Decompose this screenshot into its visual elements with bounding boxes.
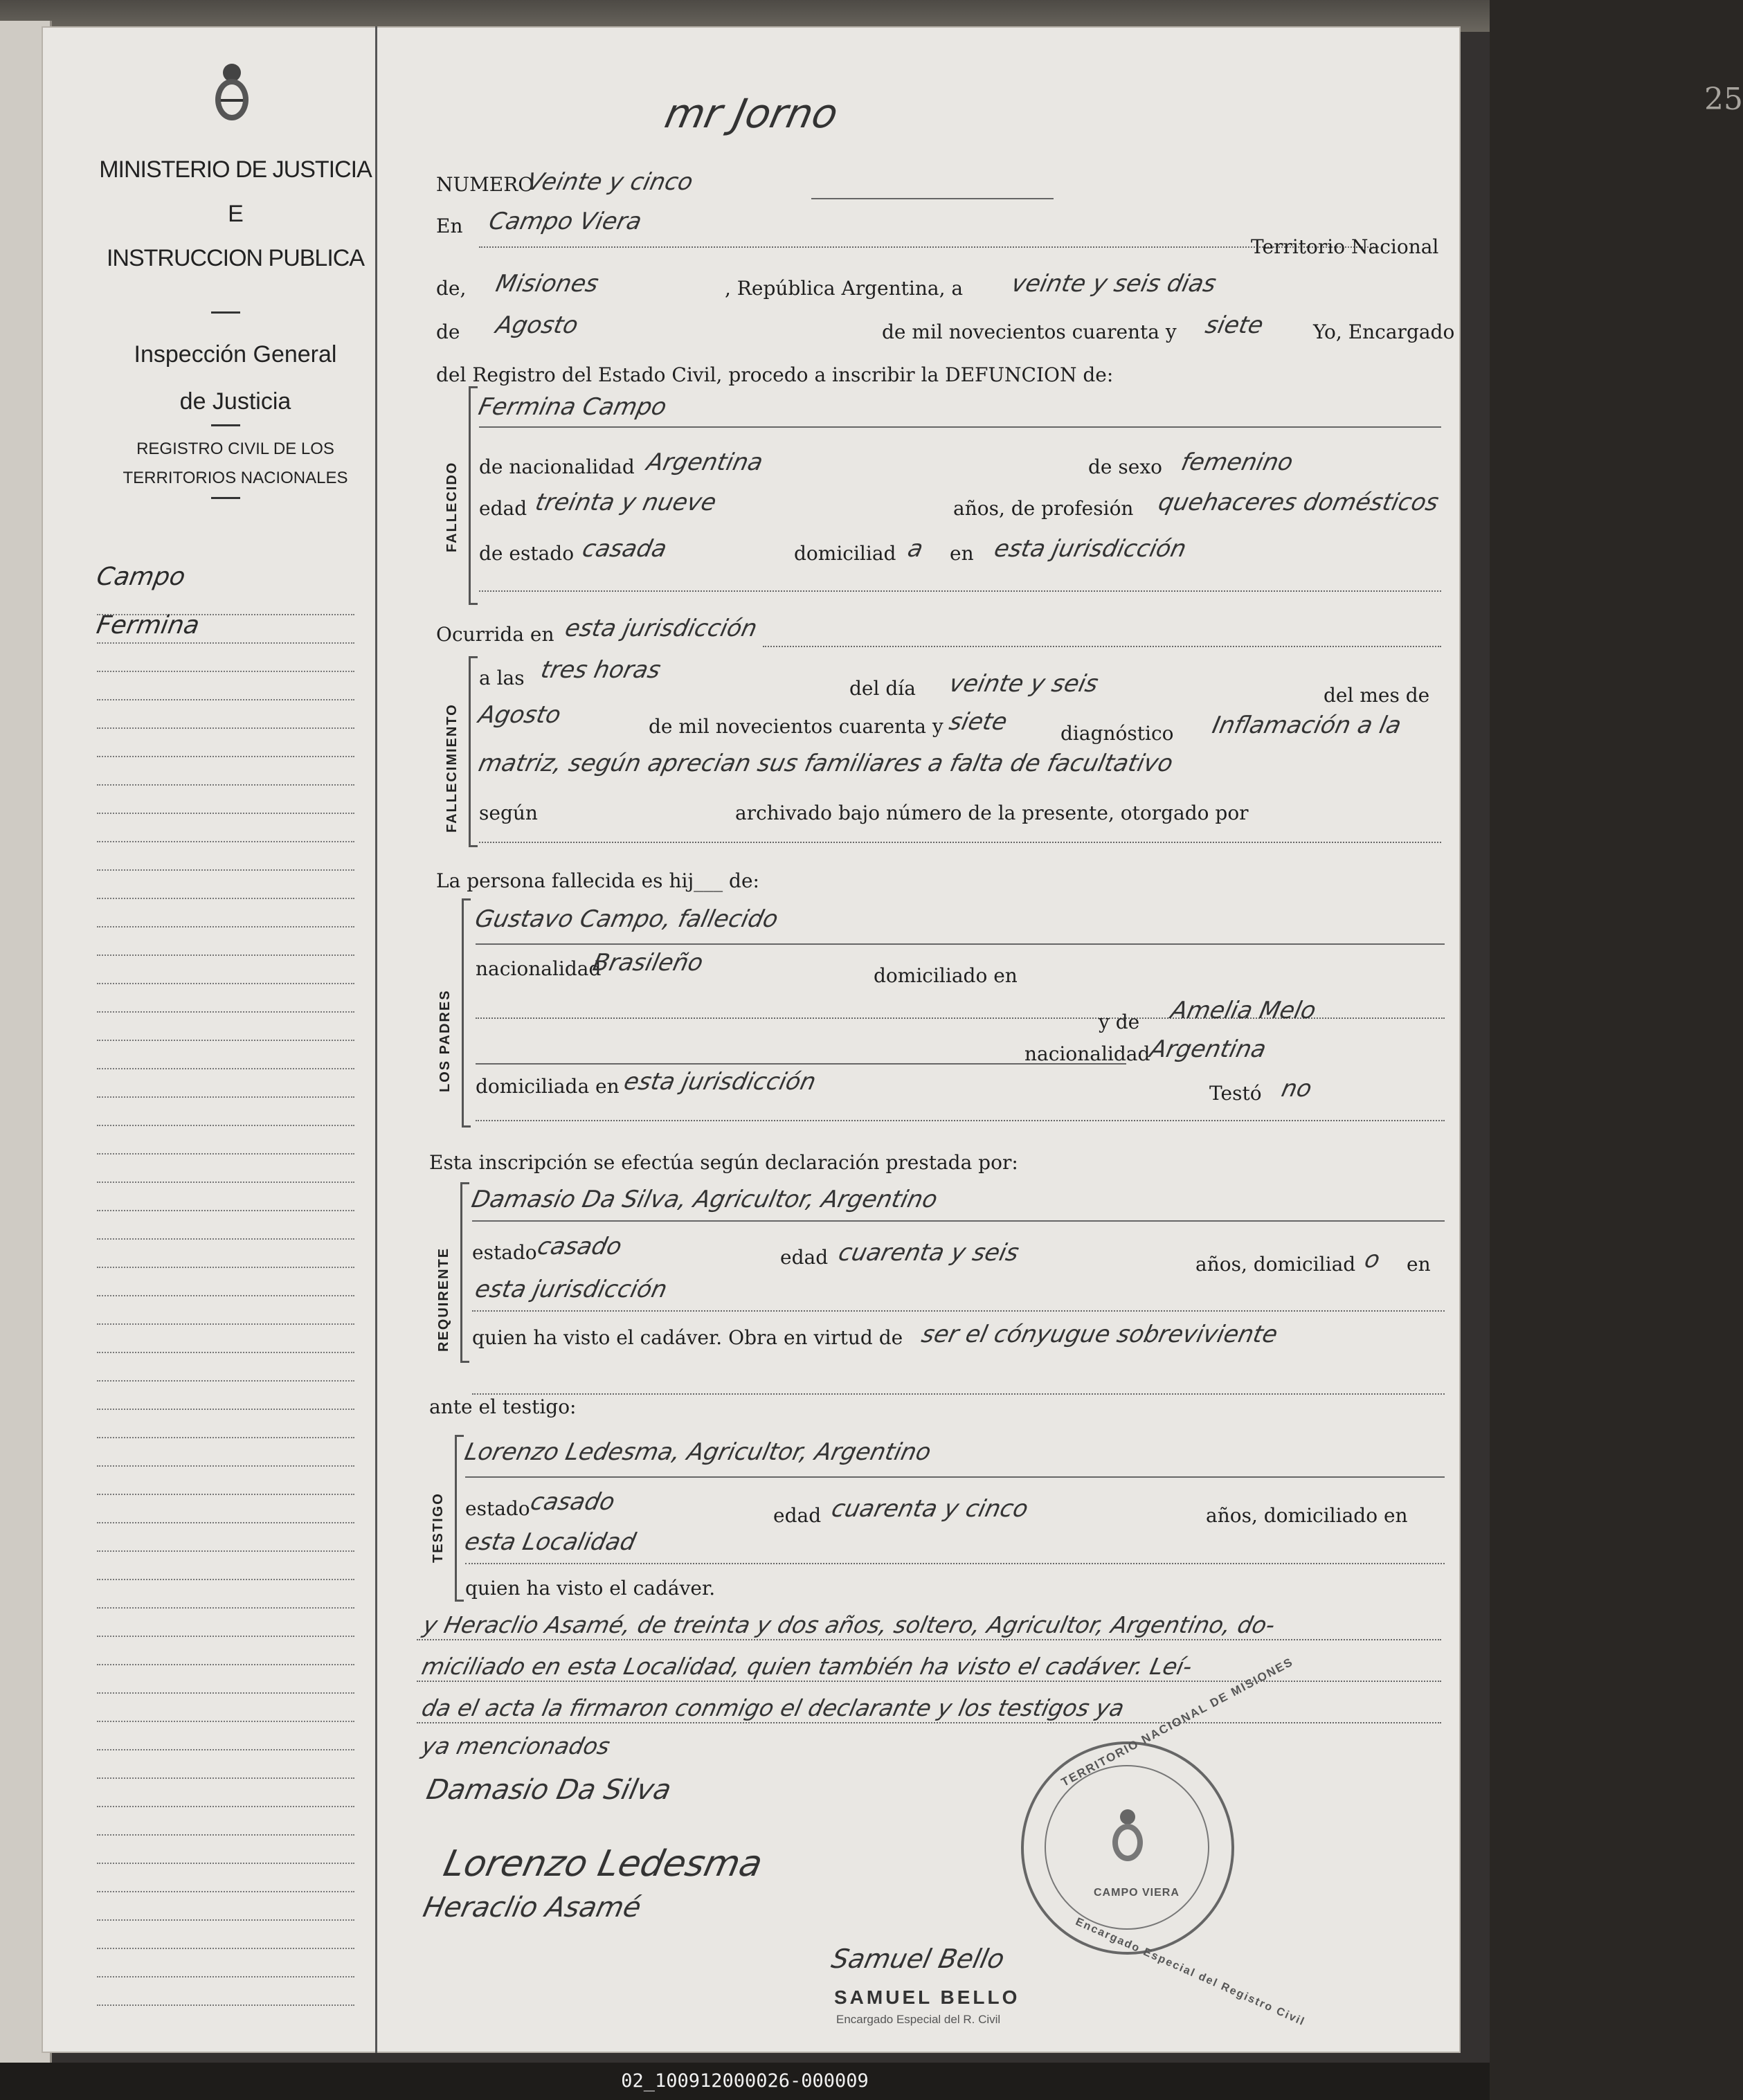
testigo-value: Lorenzo Ledesma, Agricultor, Argentino <box>462 1438 934 1466</box>
req-estado-value: casado <box>534 1233 624 1260</box>
hijo-label: La persona fallecida es hij___ de: <box>436 869 759 892</box>
ruled-line <box>97 757 354 786</box>
req-estado-label: estado <box>472 1241 537 1264</box>
del-mes-label: del mes de <box>1324 684 1430 707</box>
line <box>811 198 1054 199</box>
republica-label: , República Argentina, a <box>725 277 964 300</box>
sexo-label: de sexo <box>1088 455 1162 478</box>
virtud-value: ser el cónyugue sobreviviente <box>919 1321 1281 1348</box>
testigo-side-label: TESTIGO <box>431 1492 446 1563</box>
ministry-line: E <box>228 201 243 227</box>
ruled-line <box>97 1864 354 1892</box>
fallecido-name: Fermina Campo <box>476 393 669 421</box>
madre-value: Amelia Melo <box>1168 997 1319 1024</box>
domiciliado-label: domiciliado en <box>874 964 1018 987</box>
record-form <box>375 26 1743 2053</box>
seal-city-text: CAMPO VIERA <box>1094 1887 1180 1899</box>
ruled-line <box>97 1694 354 1722</box>
ruled-line <box>97 1240 354 1268</box>
ruled-line <box>97 927 354 956</box>
ruled-line <box>97 1296 354 1325</box>
test-edad-value: cuarenta y cinco <box>829 1495 1031 1523</box>
req-anios-label: años, domiciliad <box>1195 1253 1356 1276</box>
divider <box>211 311 240 314</box>
req-edad-value: cuarenta y seis <box>836 1239 1022 1267</box>
inspection-heading <box>90 331 381 425</box>
registry-seal <box>1021 1741 1234 1955</box>
line <box>479 842 1441 843</box>
ruled-line <box>97 1353 354 1382</box>
archivado-label: archivado bajo número de la presente, otorgado por <box>735 802 1249 824</box>
domicilio-value: esta jurisdicción <box>991 535 1189 563</box>
nacionalidad-madre-label: nacionalidad <box>1024 1042 1150 1065</box>
domicilio-madre-value: esta jurisdicción <box>621 1068 819 1096</box>
record-stub <box>42 26 377 2053</box>
line <box>479 426 1441 428</box>
inscripcion-label: Esta inscripción se efectúa según declaración prestada por: <box>429 1151 1018 1174</box>
line <box>476 1120 1445 1121</box>
ruled-line <box>97 672 354 700</box>
domicilio-label: domiciliad <box>794 542 896 565</box>
domiciliada-label: domiciliada en <box>476 1075 620 1098</box>
line <box>479 590 1441 592</box>
signature-witness: Lorenzo Ledesma <box>440 1843 766 1885</box>
en-label: en <box>950 542 974 565</box>
bracket <box>455 1435 464 1602</box>
fallecido-side-label: FALLECIDO <box>444 461 460 552</box>
ruled-line <box>97 1325 354 1353</box>
req-suffix: o <box>1362 1246 1383 1274</box>
padres-side-label: LOS PADRES <box>437 989 453 1092</box>
dia-fallecimiento-value: veinte y seis <box>946 670 1101 698</box>
ruled-line <box>97 1495 354 1523</box>
padre-value: Gustavo Campo, fallecido <box>472 905 781 933</box>
registro-label: del Registro del Estado Civil, procedo a inscribir la DEFUNCION de: <box>436 363 1114 386</box>
territorio-value: Misiones <box>493 270 602 298</box>
bracket <box>469 656 478 847</box>
divider <box>211 497 240 499</box>
en-label: En <box>436 215 463 237</box>
edad-value: treinta y nueve <box>532 489 719 516</box>
ruled-line <box>97 1013 354 1041</box>
ruled-line <box>97 1779 354 1807</box>
ruled-line <box>97 1921 354 1949</box>
registry-heading <box>90 435 381 493</box>
nacionalidad-value: Argentina <box>644 449 766 476</box>
anio-value: siete <box>1202 311 1266 339</box>
line <box>476 1063 1126 1065</box>
req-domicilio-value: esta jurisdicción <box>472 1276 670 1303</box>
fallecimiento-side-label: FALLECIMIENTO <box>444 703 460 833</box>
stub-surname: Campo <box>94 563 188 591</box>
de-mes-label: de <box>436 320 460 343</box>
testo-value: no <box>1279 1075 1315 1103</box>
bracket <box>462 898 471 1128</box>
ruled-line <box>97 1183 354 1211</box>
ministry-heading <box>90 147 381 280</box>
line <box>417 1681 1441 1682</box>
ruled-line <box>97 1382 354 1410</box>
ruled-line <box>97 1041 354 1069</box>
visto-label: quien ha visto el cadáver. Obra en virtud de <box>472 1326 903 1349</box>
mes-value: Agosto <box>493 311 581 339</box>
bracket <box>460 1182 469 1363</box>
dia-value: veinte y seis dias <box>1009 270 1219 298</box>
test-domicilio-value: esta Localidad <box>462 1528 639 1556</box>
y-de-label: y de <box>1099 1011 1140 1033</box>
argentine-crest-icon <box>211 61 253 127</box>
ministry-line: MINISTERIO DE JUSTICIA <box>99 156 372 183</box>
req-edad-label: edad <box>780 1246 829 1269</box>
diagnostico-value: Inflamación a la <box>1209 712 1404 739</box>
test-edad-label: edad <box>773 1504 822 1527</box>
anio-fallecimiento-label: de mil novecientos cuarenta y <box>649 715 943 738</box>
profesion-value: quehaceres domésticos <box>1155 489 1441 516</box>
requirente-side-label: REQUIRENTE <box>436 1247 451 1352</box>
inspection-line: de Justicia <box>179 388 291 415</box>
page-number: 25 <box>1704 82 1743 117</box>
ruled-line <box>97 1637 354 1665</box>
yo-label: Yo, Encargado <box>1313 320 1455 343</box>
ruled-line <box>97 1722 354 1750</box>
signature-second-witness: Heraclio Asamé <box>420 1892 644 1924</box>
test-visto-label: quien ha visto el cadáver. <box>465 1577 716 1600</box>
ruled-line <box>97 1155 354 1183</box>
line <box>465 1563 1445 1564</box>
diagnostico-continued: matriz, según aprecian sus familiares a falta de facultativo <box>476 750 1176 777</box>
seal-bottom-text: Encargado Especial del Registro Civil <box>1074 1916 1307 2029</box>
ruled-line <box>97 1609 354 1637</box>
ruled-line <box>97 1211 354 1240</box>
ocurrida-label: Ocurrida en <box>436 623 554 646</box>
estado-value: casada <box>579 535 669 563</box>
nacionalidad-padre-label: nacionalidad <box>476 957 602 980</box>
mes-fallecimiento-value: Agosto <box>476 701 563 729</box>
official-name: SAMUEL BELLO <box>834 1986 1020 2008</box>
ruled-line <box>97 956 354 984</box>
registry-line: REGISTRO CIVIL DE LOS <box>136 440 334 458</box>
ruled-line <box>97 700 354 729</box>
line <box>763 646 1441 647</box>
stub-given-name: Fermina <box>94 611 202 640</box>
territorio-label: Territorio Nacional <box>1251 235 1439 258</box>
a-las-label: a las <box>479 667 525 689</box>
test-estado-label: estado <box>465 1497 530 1520</box>
notes-line: miciliado en esta Localidad, quien también ha visto el cadáver. Leí- <box>419 1653 1195 1680</box>
ruled-line <box>97 1836 354 1864</box>
line <box>465 1476 1445 1478</box>
ruled-line <box>97 1949 354 1977</box>
ruled-line <box>97 1467 354 1495</box>
notes-line: da el acta la firmaron conmigo el declarante y los testigos ya <box>419 1694 1127 1721</box>
edad-label: edad <box>479 497 527 520</box>
line <box>417 1639 1441 1640</box>
numero-label: NUMERO <box>436 173 534 196</box>
ruled-line <box>97 1268 354 1296</box>
line <box>472 1220 1445 1222</box>
ruled-line <box>97 729 354 757</box>
test-estado-value: casado <box>527 1488 617 1516</box>
line <box>472 1310 1445 1312</box>
notes-line: ya mencionados <box>419 1732 613 1759</box>
nacionalidad-padre-value: Brasileño <box>590 949 706 977</box>
domicilio-suffix: a <box>905 535 926 563</box>
sexo-value: femenino <box>1178 449 1296 476</box>
ruled-line <box>97 1126 354 1155</box>
anio-fallecimiento-value: siete <box>946 708 1010 736</box>
testo-label: Testó <box>1209 1082 1262 1105</box>
ruled-line <box>97 644 354 672</box>
ruled-line <box>97 1438 354 1467</box>
diagnostico-label: diagnóstico <box>1060 722 1174 745</box>
del-dia-label: del día <box>849 677 916 700</box>
nacionalidad-madre-value: Argentina <box>1147 1035 1269 1063</box>
death-record-sheet <box>42 26 1743 2053</box>
ruled-line <box>97 1523 354 1552</box>
line <box>479 246 1379 248</box>
hora-value: tres horas <box>538 656 663 684</box>
estado-label: de estado <box>479 542 575 565</box>
ruled-line <box>97 984 354 1013</box>
localidad-value: Campo Viera <box>486 208 644 235</box>
line <box>472 1393 1445 1395</box>
divider <box>211 424 240 426</box>
requirente-value: Damasio Da Silva, Agricultor, Argentino <box>469 1186 940 1213</box>
ruled-line <box>97 871 354 899</box>
segun-label: según <box>479 802 538 824</box>
signature-declarant: Damasio Da Silva <box>424 1774 674 1806</box>
line <box>476 943 1445 945</box>
ruled-line <box>97 1977 354 2006</box>
test-anios-label: años, domiciliado en <box>1206 1504 1408 1527</box>
seal-crest-icon <box>1107 1807 1148 1865</box>
numero-value: Veinte y cinco <box>524 168 696 196</box>
testigo-label: ante el testigo: <box>429 1395 577 1418</box>
ruled-line <box>97 814 354 842</box>
line <box>417 1722 1441 1723</box>
official-role: Encargado Especial del R. Civil <box>836 2013 1001 2026</box>
ruled-line <box>97 1552 354 1580</box>
ruled-line <box>97 1580 354 1609</box>
ruled-line <box>97 786 354 814</box>
registry-line: TERRITORIOS NACIONALES <box>123 469 348 487</box>
ministry-line: INSTRUCCION PUBLICA <box>106 245 365 271</box>
profesion-label: años, de profesión <box>953 497 1134 520</box>
nacionalidad-label: de nacionalidad <box>479 455 635 478</box>
ruled-line <box>97 1098 354 1126</box>
signature-official: Samuel Bello <box>829 1944 1008 1974</box>
seal-top-text: TERRITORIO NACIONAL DE MISIONES <box>1059 1655 1296 1789</box>
header-scrawl: mr Jorno <box>660 90 842 137</box>
ruled-line <box>97 1807 354 1836</box>
inspection-line: Inspección General <box>134 341 337 368</box>
ruled-line <box>97 842 354 871</box>
ruled-line <box>97 1665 354 1694</box>
ruled-line <box>97 1750 354 1779</box>
req-en-label: en <box>1407 1253 1431 1276</box>
image-id-footer: 02_100912000026-000009 <box>0 2063 1490 2100</box>
anio-label: de mil novecientos cuarenta y <box>882 320 1177 343</box>
ocurrida-value: esta jurisdicción <box>562 615 760 642</box>
ruled-line <box>97 899 354 927</box>
de-label: de, <box>436 277 467 300</box>
stub-ruled-lines <box>97 587 354 2006</box>
ruled-line <box>97 1892 354 1921</box>
ruled-line <box>97 1069 354 1098</box>
notes-line: y Heraclio Asamé, de treinta y dos años, soltero, Agricultor, Argentino, do- <box>420 1611 1278 1638</box>
ruled-line <box>97 1410 354 1438</box>
